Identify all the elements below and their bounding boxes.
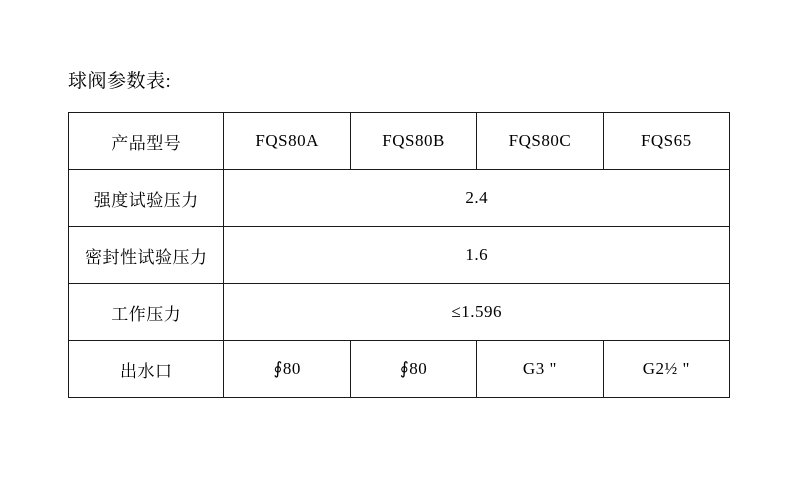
table-header-row: [69, 113, 730, 170]
row-label-strength-test-pressure: 强度试验压力: [69, 170, 224, 227]
row-value-working-pressure: ≤1.596: [224, 284, 730, 341]
row-value-strength-test-pressure: 2.4: [224, 170, 730, 227]
table-row: [69, 170, 730, 227]
column-header-model-2: FQS80B: [350, 113, 476, 170]
row-value-seal-test-pressure: 1.6: [224, 227, 730, 284]
column-header-model-4: FQS65: [603, 113, 729, 170]
table-row: [69, 284, 730, 341]
table-row: [69, 227, 730, 284]
ball-valve-parameter-table: [68, 112, 730, 398]
row-label-outlet: 出水口: [69, 341, 224, 398]
row-value-outlet-1: ∮80: [224, 341, 350, 398]
row-label-seal-test-pressure: 密封性试验压力: [69, 227, 224, 284]
row-value-outlet-4: G2½ ": [603, 341, 729, 398]
row-value-outlet-3: G3 ": [477, 341, 603, 398]
column-header-model-3: FQS80C: [477, 113, 603, 170]
row-label-working-pressure: 工作压力: [69, 284, 224, 341]
column-header-model-1: FQS80A: [224, 113, 350, 170]
page-title: 球阀参数表:: [68, 71, 172, 92]
table-row: [69, 341, 730, 398]
column-header-model-label: 产品型号: [69, 113, 224, 170]
row-value-outlet-2: ∮80: [350, 341, 476, 398]
